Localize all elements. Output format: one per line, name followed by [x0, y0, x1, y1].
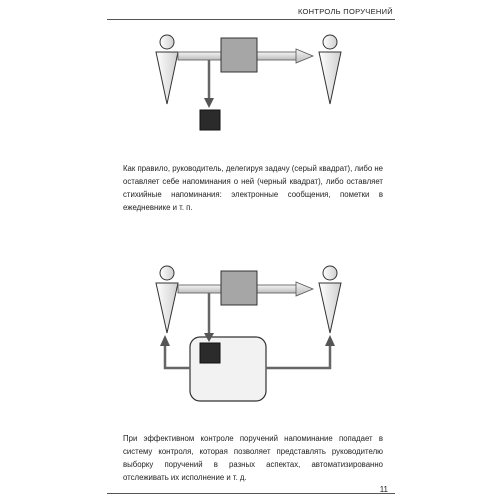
executor-figure-bottom: [319, 266, 341, 333]
paragraph-without-control: Как правило, руководитель, делегируя задачу (серый квадрат), либо не оставляет себе напоминания о ней (черный квадрат), либо оставляет стихийные напоминания: электронные сообщения, пометки в ежедневнике и т. п.: [123, 164, 383, 212]
feedback-arrow-executor: [266, 335, 335, 368]
feedback-arrow-manager: [160, 335, 190, 368]
running-header: КОНТРОЛЬ ПОРУЧЕНИЙ: [297, 7, 393, 16]
paragraph-with-control: При эффективном контроле поручений напоминание попадает в систему контроля, которая позволяет представлять руководителю выборку поручений в разных аспектах, автоматизированно отслеживать их исполнение и т. д.: [123, 434, 383, 482]
reminder-square-bottom: [200, 343, 220, 363]
task-square-bottom: [221, 271, 257, 305]
page-number: 11: [379, 485, 388, 494]
reminder-arrow-bottom: [204, 293, 214, 342]
manager-figure-bottom: [156, 266, 178, 333]
footer-rule: [107, 493, 395, 494]
